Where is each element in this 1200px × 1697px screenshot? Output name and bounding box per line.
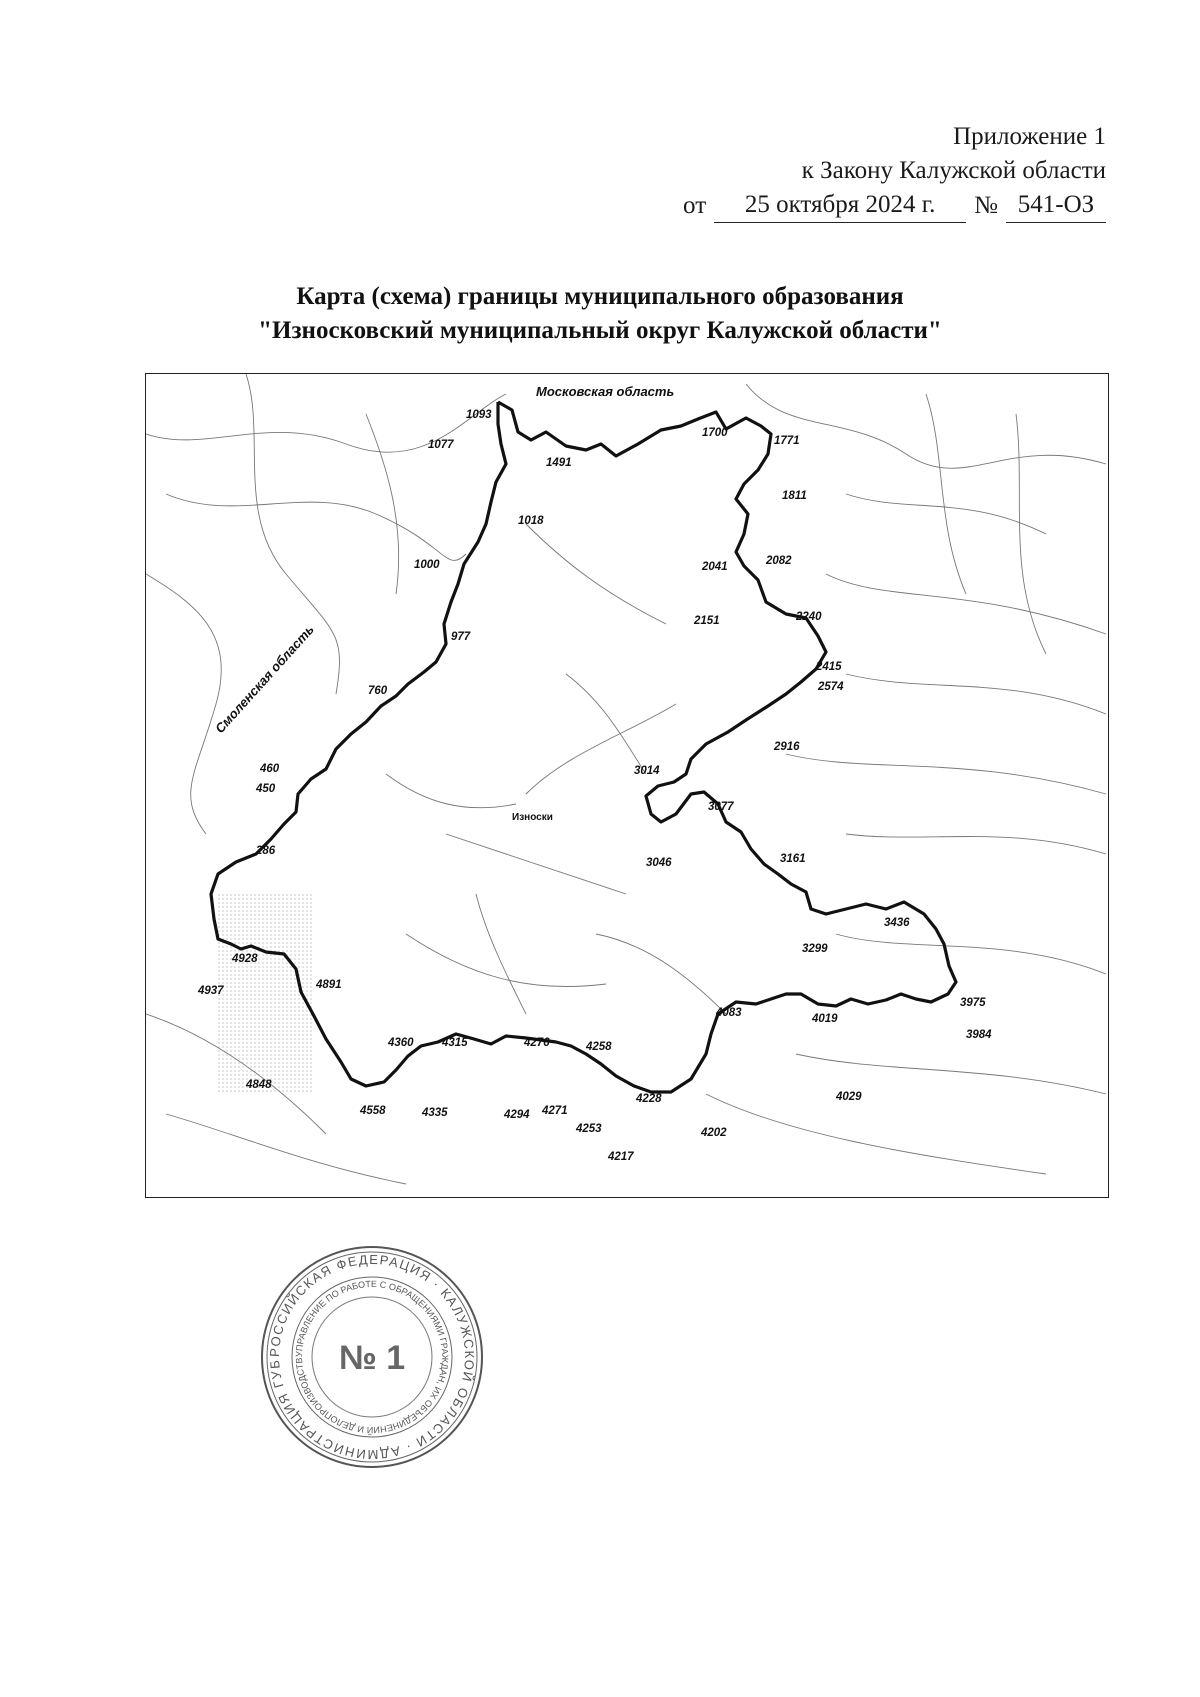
boundary-point-label: 4558	[360, 1105, 386, 1117]
from-label: от	[683, 192, 707, 219]
road-line	[526, 524, 666, 624]
smolensk-region-label: Смоленская область	[212, 621, 317, 737]
boundary-point-labels	[197, 409, 992, 1163]
road-line	[796, 1054, 1106, 1094]
road-line	[526, 704, 676, 794]
moscow-region-label: Московская область	[536, 384, 675, 399]
boundary-point-label: 4202	[701, 1127, 727, 1139]
boundary-point-label: 4937	[198, 985, 224, 997]
boundary-point-label: 3014	[634, 765, 660, 777]
boundary-point-label: 2574	[818, 681, 844, 693]
boundary-point-label: 3161	[780, 853, 806, 865]
boundary-point-label: 286	[256, 845, 276, 857]
boundary-point-label: 4083	[716, 1007, 742, 1019]
boundary-point-label: 3975	[960, 997, 986, 1009]
road-line	[786, 754, 1106, 794]
boundary-point-label: 4217	[608, 1151, 634, 1163]
road-line	[1016, 414, 1046, 654]
road-line	[706, 1094, 1046, 1174]
road-line	[926, 394, 966, 594]
boundary-point-label: 1000	[414, 559, 440, 571]
center-settlement-label: Износки	[512, 812, 553, 823]
boundary-point-label: 3436	[884, 917, 910, 929]
boundary-point-label: 2082	[766, 555, 792, 567]
boundary-point-label: 4228	[636, 1093, 662, 1105]
road-line	[386, 774, 516, 808]
boundary-point-label: 1811	[782, 490, 807, 502]
boundary-point-label: 977	[451, 631, 471, 643]
official-seal	[258, 1243, 486, 1471]
boundary-point-label: 3299	[802, 943, 828, 955]
boundary-point-label: 4360	[388, 1037, 414, 1049]
road-line	[826, 574, 1106, 634]
boundary-point-label: 2916	[774, 741, 800, 753]
boundary-map	[145, 373, 1109, 1198]
boundary-point-label: 450	[256, 783, 276, 795]
boundary-point-label: 1491	[546, 457, 572, 469]
boundary-point-label: 1018	[518, 515, 544, 527]
appendix-label: Приложение 1	[953, 123, 1106, 150]
boundary-point-label: 2415	[816, 661, 842, 673]
boundary-point-label: 1700	[702, 427, 728, 439]
boundary-point-label: 1077	[428, 439, 454, 451]
boundary-point-label: 3077	[708, 801, 734, 813]
seal-inner-text: УПРАВЛЕНИЕ ПО РАБОТЕ С ОБРАЩЕНИЯМИ ГРАЖДАН, ИХ ОБЪЕДИНЕНИЙ И ДЕЛОПРОИЗВОДСТВ	[293, 1278, 451, 1436]
appendix-header	[683, 120, 1106, 223]
road-line	[366, 414, 399, 594]
road-line	[846, 834, 1106, 854]
seal-outer-text: РОССИЙСКАЯ ФЕДЕРАЦИЯ · КАЛУЖСКОЙ ОБЛАСТИ · АДМИНИСТРАЦИЯ ГУБ	[266, 1251, 478, 1463]
boundary-point-label: 3046	[646, 857, 672, 869]
boundary-point-label: 1771	[774, 435, 800, 447]
number-label: №	[974, 192, 998, 219]
road-line	[836, 934, 1106, 974]
road-line	[446, 834, 626, 894]
boundary-point-label: 4928	[232, 953, 258, 965]
boundary-point-label: 4335	[422, 1107, 448, 1119]
boundary-point-label: 4271	[542, 1105, 568, 1117]
law-number: 541-ОЗ	[1006, 188, 1106, 223]
road-line	[166, 1114, 406, 1184]
map-canvas	[146, 374, 1108, 1197]
boundary-point-label: 4294	[504, 1109, 530, 1121]
road-line	[406, 934, 606, 987]
boundary-point-label: 3984	[966, 1029, 992, 1041]
seal-stamp	[258, 1243, 486, 1471]
road-line	[476, 894, 526, 1014]
title-line-2: "Износковский муниципальный округ Калужской области"	[258, 317, 942, 344]
law-date-line	[683, 188, 1106, 223]
boundary-point-label: 4258	[586, 1041, 612, 1053]
boundary-point-label: 460	[260, 763, 280, 775]
road-line	[846, 494, 1046, 534]
boundary-point-label: 4891	[316, 979, 342, 991]
law-reference: к Закону Калужской области	[801, 157, 1106, 184]
road-line	[146, 574, 221, 834]
boundary-point-label: 760	[368, 685, 388, 697]
boundary-point-label: 4029	[836, 1091, 862, 1103]
road-line	[746, 384, 1106, 468]
road-line	[166, 494, 466, 560]
boundary-point-label: 4253	[576, 1123, 602, 1135]
boundary-point-label: 4276	[524, 1037, 550, 1049]
seal-number: № 1	[338, 1339, 406, 1377]
boundary-point-label: 4315	[442, 1037, 468, 1049]
title-line-1: Карта (схема) границы муниципального образования	[296, 283, 904, 310]
boundary-point-label: 1093	[466, 409, 492, 421]
boundary-point-label: 2041	[702, 561, 728, 573]
boundary-point-label: 4848	[246, 1079, 272, 1091]
law-date: 25 октября 2024 г.	[714, 188, 966, 223]
road-line	[566, 674, 646, 774]
boundary-point-label: 2151	[694, 615, 720, 627]
boundary-point-label: 2240	[796, 611, 822, 623]
shaded-area	[218, 894, 313, 1094]
road-line	[846, 674, 1106, 714]
page-title	[0, 280, 1200, 348]
road-line	[596, 934, 726, 1014]
boundary-point-label: 4019	[812, 1013, 838, 1025]
